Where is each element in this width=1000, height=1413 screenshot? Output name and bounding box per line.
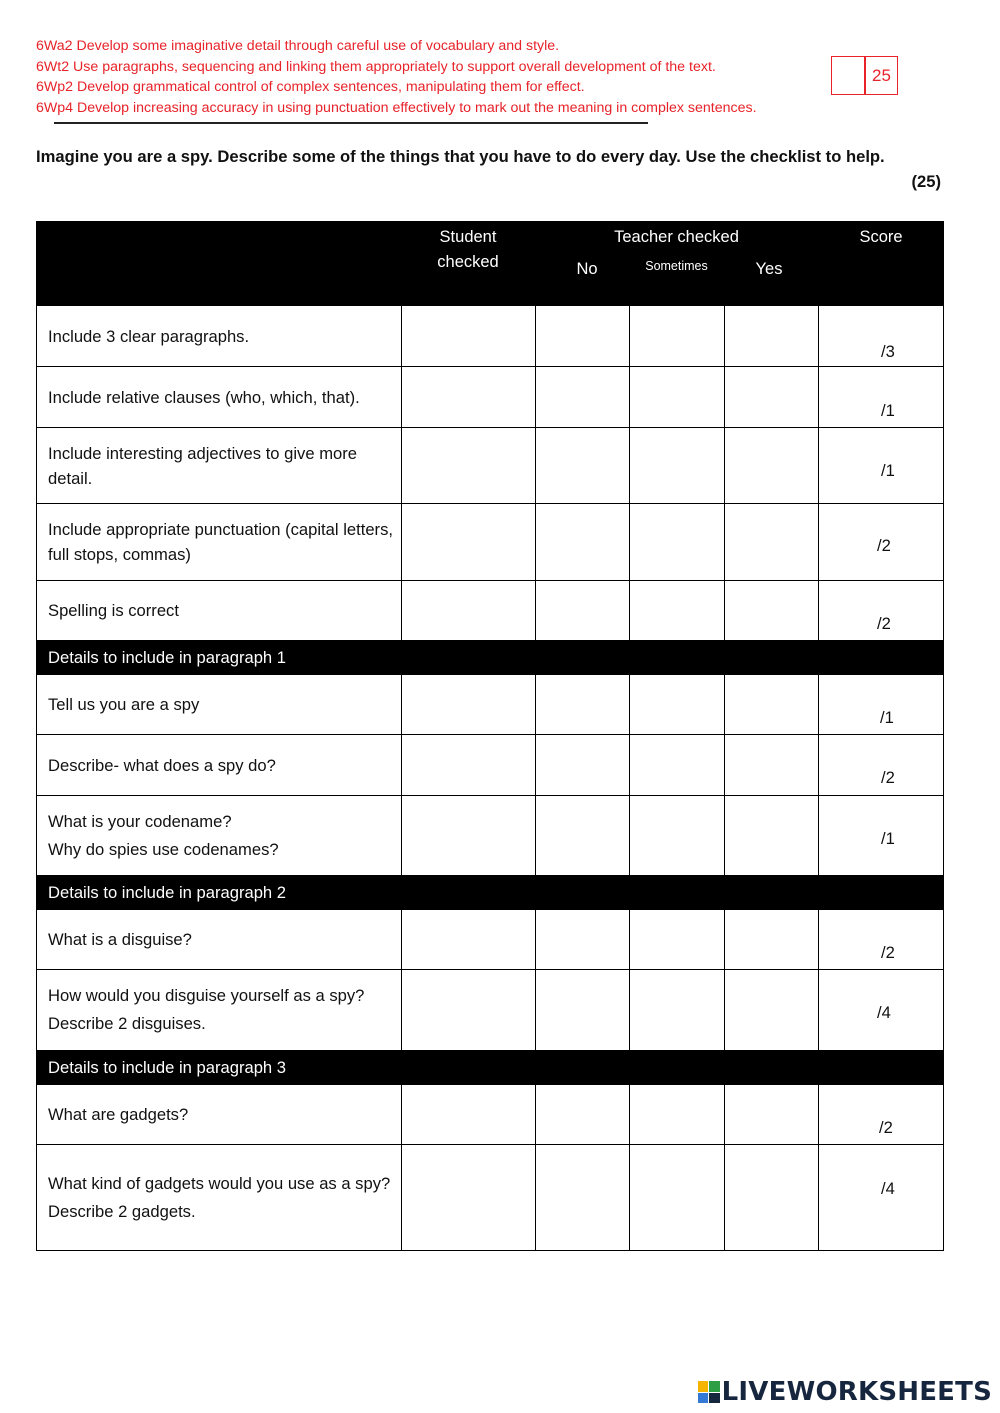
student-check-cell[interactable] (402, 796, 536, 875)
table-row (36, 675, 944, 735)
student-check-cell[interactable] (402, 970, 536, 1050)
student-check-cell[interactable] (402, 428, 536, 503)
no-header: No (576, 260, 598, 278)
criterion-text: Include interesting adjectives to give more detail. (48, 443, 357, 488)
teacher-yes-cell[interactable] (725, 367, 819, 427)
teacher-yes-cell[interactable] (725, 581, 819, 640)
score-cell[interactable] (819, 735, 943, 795)
teacher-sometimes-cell[interactable] (630, 428, 725, 503)
table-row (36, 428, 944, 504)
total-marks: (25) (911, 172, 941, 191)
score-max: /2 (881, 768, 895, 787)
criterion-text: Include relative clauses (who, which, that). (48, 387, 360, 407)
teacher-sometimes-cell[interactable] (630, 367, 725, 427)
score-cell[interactable] (819, 367, 943, 427)
criterion-text: What are gadgets? (48, 1105, 189, 1124)
teacher-sometimes-cell[interactable] (630, 1145, 725, 1250)
criterion-cell (37, 1085, 402, 1144)
teacher-yes-cell[interactable] (725, 306, 819, 366)
objective-line: 6Wp2 Develop grammatical control of complex sentences, manipulating them for effect. (36, 79, 585, 96)
teacher-yes-cell[interactable] (725, 910, 819, 969)
sometimes-header: Sometimes (645, 259, 708, 273)
objective-line: 6Wp4 Develop increasing accuracy in using punctuation effectively to mark out the meaning in complex sentences. (36, 100, 757, 117)
teacher-no-cell[interactable] (536, 504, 630, 580)
score-cell[interactable] (819, 796, 943, 875)
table-row (36, 581, 944, 641)
criterion-text: Spelling is correct (48, 601, 179, 620)
student-check-cell[interactable] (402, 735, 536, 795)
table-header (36, 221, 944, 306)
objective-line: 6Wt2 Use paragraphs, sequencing and linking them appropriately to support overall development of the text. (36, 58, 716, 75)
teacher-sometimes-cell[interactable] (630, 1085, 725, 1144)
teacher-sometimes-cell[interactable] (630, 910, 725, 969)
teacher-yes-cell[interactable] (725, 1145, 819, 1250)
teacher-no-cell[interactable] (536, 367, 630, 427)
student-check-cell[interactable] (402, 367, 536, 427)
teacher-sometimes-cell[interactable] (630, 735, 725, 795)
student-check-cell[interactable] (402, 306, 536, 366)
logo-mark-icon (698, 1381, 720, 1403)
score-cell[interactable] (819, 910, 943, 969)
teacher-yes-cell[interactable] (725, 735, 819, 795)
teacher-yes-cell[interactable] (725, 675, 819, 734)
score-header: Score (859, 228, 903, 246)
score-max: /4 (877, 1003, 891, 1022)
learning-objectives (36, 36, 836, 119)
criterion-text: Include appropriate punctuation (capital letters, full stops, commas) (48, 520, 393, 564)
section-heading: Details to include in paragraph 2 (36, 876, 944, 910)
teacher-no-cell[interactable] (536, 306, 630, 366)
teacher-sometimes-cell[interactable] (630, 970, 725, 1050)
student-check-cell[interactable] (402, 1085, 536, 1144)
score-max: /3 (881, 342, 895, 361)
teacher-sometimes-cell[interactable] (630, 675, 725, 734)
table-row (36, 504, 944, 581)
teacher-no-cell[interactable] (536, 735, 630, 795)
student-check-cell[interactable] (402, 675, 536, 734)
teacher-yes-cell[interactable] (725, 428, 819, 503)
teacher-no-cell[interactable] (536, 970, 630, 1050)
teacher-sometimes-cell[interactable] (630, 581, 725, 640)
score-cell[interactable] (819, 581, 943, 640)
score-cell[interactable] (819, 1145, 943, 1250)
objectives-underline (54, 122, 648, 124)
section-heading: Details to include in paragraph 1 (36, 641, 944, 675)
student-header-line2: checked (437, 253, 499, 271)
task-instruction: Imagine you are a spy. Describe some of the things that you have to do every day. Use the checklist to help. (36, 147, 885, 166)
logo-text: LIVEWORKSHEETS (721, 1377, 992, 1407)
score-cell[interactable] (819, 675, 943, 734)
criterion-text: How would you disguise yourself as a spy? (48, 986, 365, 1005)
table-row (36, 735, 944, 796)
table-row (36, 306, 944, 367)
criterion-cell (37, 675, 402, 734)
score-cell[interactable] (819, 504, 943, 580)
criterion-text: Tell us you are a spy (48, 695, 200, 714)
teacher-no-cell[interactable] (536, 428, 630, 503)
score-max: /2 (877, 536, 891, 555)
student-check-cell[interactable] (402, 1145, 536, 1250)
section-heading: Details to include in paragraph 3 (36, 1051, 944, 1085)
student-header-line1: Student (439, 228, 497, 246)
liveworksheets-logo (698, 1377, 992, 1407)
table-row (36, 367, 944, 428)
table-row (36, 910, 944, 970)
teacher-yes-cell[interactable] (725, 504, 819, 580)
score-max: /4 (881, 1179, 895, 1198)
teacher-yes-cell[interactable] (725, 796, 819, 875)
criterion-cell (37, 581, 402, 640)
criterion-text-line2: Describe 2 disguises. (48, 1014, 206, 1033)
score-cell[interactable] (819, 970, 943, 1050)
teacher-no-cell[interactable] (536, 581, 630, 640)
total-score-box (831, 56, 898, 95)
criterion-text: Include 3 clear paragraphs. (48, 326, 250, 346)
teacher-no-cell[interactable] (536, 796, 630, 875)
teacher-checked-header: Teacher checked (614, 228, 739, 246)
teacher-sometimes-cell[interactable] (630, 504, 725, 580)
table-row (36, 970, 944, 1051)
criterion-cell (37, 910, 402, 969)
criterion-cell (37, 970, 402, 1050)
score-cell[interactable] (819, 428, 943, 503)
criterion-text-line2: Describe 2 gadgets. (48, 1202, 196, 1221)
criterion-text-line2: Why do spies use codenames? (48, 839, 279, 859)
score-max: /2 (879, 1118, 893, 1137)
score-max: /1 (881, 829, 895, 848)
yes-header: Yes (755, 260, 783, 278)
score-cell[interactable] (819, 306, 943, 366)
student-check-cell[interactable] (402, 910, 536, 969)
criterion-cell (37, 735, 402, 795)
teacher-yes-cell[interactable] (725, 970, 819, 1050)
score-max: /1 (881, 401, 895, 420)
teacher-yes-cell[interactable] (725, 1085, 819, 1144)
criterion-cell (37, 306, 402, 366)
teacher-no-cell[interactable] (536, 1145, 630, 1250)
score-max: /1 (880, 708, 894, 727)
score-max: /2 (877, 614, 891, 633)
teacher-sometimes-cell[interactable] (630, 306, 725, 366)
checklist-table (36, 221, 944, 1251)
objective-line: 6Wa2 Develop some imaginative detail through careful use of vocabulary and style. (36, 38, 560, 54)
student-check-cell[interactable] (402, 504, 536, 580)
criterion-cell (37, 428, 402, 503)
criterion-cell (37, 1145, 402, 1250)
criterion-text: What is your codename? (48, 811, 232, 831)
teacher-sometimes-cell[interactable] (630, 796, 725, 875)
score-max: /2 (881, 943, 895, 962)
score-cell[interactable] (819, 1085, 943, 1144)
table-row (36, 1145, 944, 1251)
table-row (36, 796, 944, 876)
student-check-cell[interactable] (402, 581, 536, 640)
total-score-value: 25 (872, 65, 891, 85)
criterion-cell (37, 367, 402, 427)
student-checked-header (401, 225, 535, 275)
table-row (36, 1085, 944, 1145)
teacher-no-cell[interactable] (536, 910, 630, 969)
criterion-cell (37, 796, 402, 875)
teacher-no-cell[interactable] (536, 675, 630, 734)
score-max: /1 (881, 461, 895, 480)
teacher-no-cell[interactable] (536, 1085, 630, 1144)
criterion-text: What kind of gadgets would you use as a spy? (48, 1174, 391, 1193)
criterion-cell (37, 504, 402, 580)
criterion-text: What is a disguise? (48, 930, 192, 949)
criterion-text: Describe- what does a spy do? (48, 755, 276, 775)
